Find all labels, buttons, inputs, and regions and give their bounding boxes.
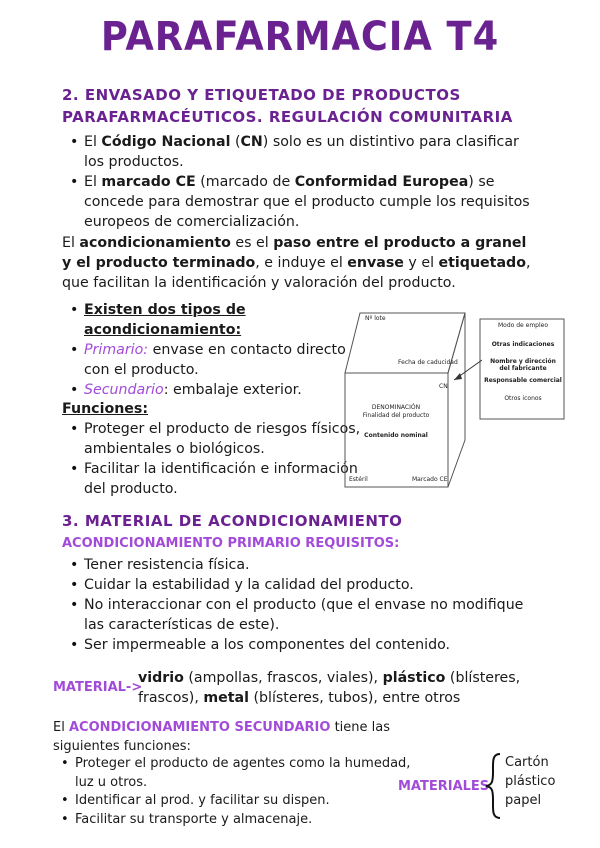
secundario-funcion-item: • Identificar al prod. y facilitar su dispen. <box>53 792 433 811</box>
material-text: vidrio (ampollas, frascos, viales), plástico (blísteres, frascos), metal (blísteres, tubos), entre otros <box>138 670 521 706</box>
bullet-marcado-ce: • El marcado CE (marcado de Conformidad Europea) se concede para demostrar que el producto cumple los requisitos europeos de comercialización. <box>62 172 532 232</box>
funciones-list <box>62 419 362 499</box>
side-item-fabricante: Nombre y dirección del fabricante <box>490 358 556 372</box>
brace-icon <box>484 752 504 820</box>
box-finalidad: Finalidad del producto <box>362 412 430 419</box>
secundario-funcion-item: • Proteger el producto de agentes como la humedad, luz u otros. <box>53 755 433 792</box>
requisito-item: • Ser impermeable a los componentes del contenido. <box>62 635 532 655</box>
box-lote: Nº lote <box>365 315 386 322</box>
type-secundario: • Secundario: embalaje exterior. <box>62 380 352 400</box>
requisito-item: • Cuidar la estabilidad y la calidad del producto. <box>62 575 532 595</box>
side-item-responsable: Responsable comercial <box>484 377 562 384</box>
secundario-intro: El ACONDICIONAMIENTO SECUNDARIO tiene las siguientes funciones: <box>53 720 391 754</box>
section-2-heading-line1: 2. ENVASADO Y ETIQUETADO DE PRODUCTOS <box>62 86 461 104</box>
box-side-face <box>448 313 465 487</box>
funciones-heading: Funciones: <box>62 401 149 417</box>
box-contenido: Contenido nominal <box>364 432 428 439</box>
requisito-item: • Tener resistencia física. <box>62 555 532 575</box>
section-2-heading-line2: PARAFARMACÉUTICOS. REGULACIÓN COMUNITARIA <box>62 108 513 126</box>
side-item-modo-empleo: Modo de empleo <box>497 322 548 329</box>
section-3-heading: 3. MATERIAL DE ACONDICIONAMIENTO <box>62 512 403 530</box>
box-denominacion: DENOMINACIÓN <box>371 404 421 411</box>
funcion-item: • Facilitar la identificación e información del producto. <box>62 459 362 499</box>
funcion-item: • Proteger el producto de riesgos físicos, ambientales o biológicos. <box>62 419 362 459</box>
secundario-funcion-item: • Facilitar su transporte y almacenaje. <box>53 811 433 830</box>
secundario-funciones-list <box>53 755 433 829</box>
material-plastico: plástico <box>505 774 556 789</box>
side-item-otros-iconos: Otros iconos <box>504 395 542 402</box>
box-marcado: Marcado CE <box>412 476 448 483</box>
material-label: MATERIAL-> <box>53 680 143 695</box>
type-primario: • Primario: envase en contacto directo con el producto. <box>62 340 352 380</box>
section-2-bullets <box>62 132 532 232</box>
types-list <box>62 300 352 400</box>
side-item-otras-indicaciones: Otras indicaciones <box>491 341 555 348</box>
types-heading: • Existen dos tipos de acondicionamiento: <box>62 300 352 340</box>
box-cn: CN <box>439 383 448 390</box>
arrow-head <box>454 373 462 380</box>
materiales-label: MATERIALES <box>398 779 490 794</box>
box-front-face <box>345 373 448 487</box>
material-carton: Cartón <box>505 755 549 770</box>
bullet-codigo-nacional: • El Código Nacional (CN) solo es un distintivo para clasificar los productos. <box>62 132 532 172</box>
requisito-item: • No interaccionar con el producto (que el envase no modifique las características de este). <box>62 595 532 635</box>
box-esteril: Estéril <box>349 476 368 483</box>
box-caducidad: Fecha de caducidad <box>398 359 458 366</box>
requisitos-list <box>62 555 532 655</box>
acondicionamiento-paragraph: El acondicionamiento es el paso entre el producto a granel y el producto terminado, e induye el envase y el etiquetado, que facilitan la identificación y valoración del producto. <box>62 235 531 291</box>
material-papel: papel <box>505 793 542 808</box>
page-title: PARAFARMACIA T4 <box>100 14 500 60</box>
section-3-subheading: ACONDICIONAMIENTO PRIMARIO REQUISITOS: <box>62 536 400 551</box>
